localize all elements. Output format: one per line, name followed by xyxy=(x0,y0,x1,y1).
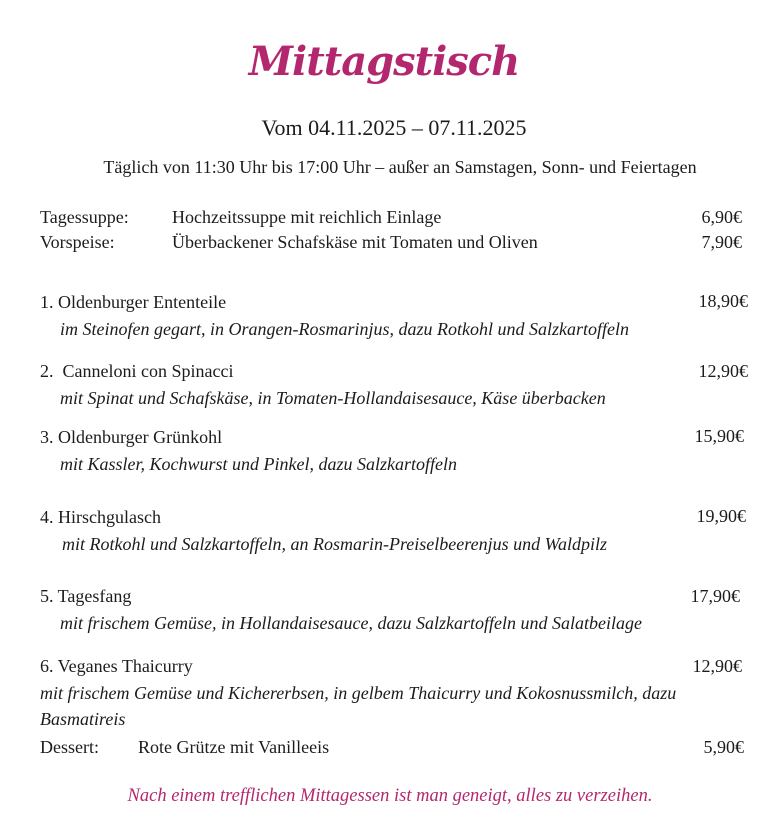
dish-description: mit frischem Gemüse und Kichererbsen, in gelbem Thaicurry und Kokosnussmilch, dazu Basmatireis xyxy=(40,683,677,729)
starter-label: Tagessuppe: xyxy=(40,207,129,227)
date-range: Vom 04.11.2025 – 07.11.2025 xyxy=(261,115,527,140)
dish-description: im Steinofen gegart, in Orangen-Rosmarinjus, dazu Rotkohl und Salzkartoffeln xyxy=(60,319,629,339)
dish-description: mit Spinat und Schafskäse, in Tomaten-Hollandaisesauce, Käse überbacken xyxy=(60,388,606,408)
dish-description: mit Kassler, Kochwurst und Pinkel, dazu Salzkartoffeln xyxy=(60,454,458,474)
dish-title: 1. Oldenburger Ententeile xyxy=(40,292,227,312)
dish-price: 17,90€ xyxy=(690,586,740,606)
starter-label: Vorspeise: xyxy=(40,232,115,252)
dessert-price: 5,90€ xyxy=(703,737,744,757)
dish-price: 15,90€ xyxy=(694,426,744,446)
dish-price: 18,90€ xyxy=(698,291,748,311)
dessert-label: Dessert: xyxy=(40,737,99,757)
starter-soup xyxy=(0,206,768,230)
dish-price: 12,90€ xyxy=(698,361,748,381)
dish-description: mit frischem Gemüse, in Hollandaisesauce, dazu Salzkartoffeln und Salatbeilage xyxy=(60,613,642,633)
opening-hours: Täglich von 11:30 Uhr bis 17:00 Uhr – außer an Samstagen, Sonn- und Feiertagen xyxy=(103,157,697,177)
dessert-row xyxy=(0,736,768,760)
footer-quote: Nach einem trefflichen Mittagessen ist man geneigt, alles zu verzeihen. xyxy=(127,786,653,806)
dish-price: 19,90€ xyxy=(696,506,746,526)
menu-title: Mittagstisch xyxy=(248,38,520,85)
dish-price: 12,90€ xyxy=(692,656,742,676)
starter-appetizer xyxy=(0,231,768,277)
starter-price: 6,90€ xyxy=(701,207,742,227)
starter-price: 7,90€ xyxy=(701,232,742,252)
dish-title: 4. Hirschgulasch xyxy=(40,507,161,527)
dish-title: 6. Veganes Thaicurry xyxy=(40,656,193,676)
dish-description: mit Rotkohl und Salzkartoffeln, an Rosmarin-Preiselbeerenjus und Waldpilz xyxy=(62,534,607,554)
starter-dish: Hochzeitssuppe mit reichlich Einlage xyxy=(172,207,442,227)
dish-title: 2. Canneloni con Spinacci xyxy=(40,361,234,381)
dessert-dish: Rote Grütze mit Vanilleeis xyxy=(138,737,330,757)
dish-title: 5. Tagesfang xyxy=(40,586,132,606)
starter-dish: Überbackener Schafskäse mit Tomaten und Oliven xyxy=(172,232,538,252)
dish-title: 3. Oldenburger Grünkohl xyxy=(40,427,223,447)
